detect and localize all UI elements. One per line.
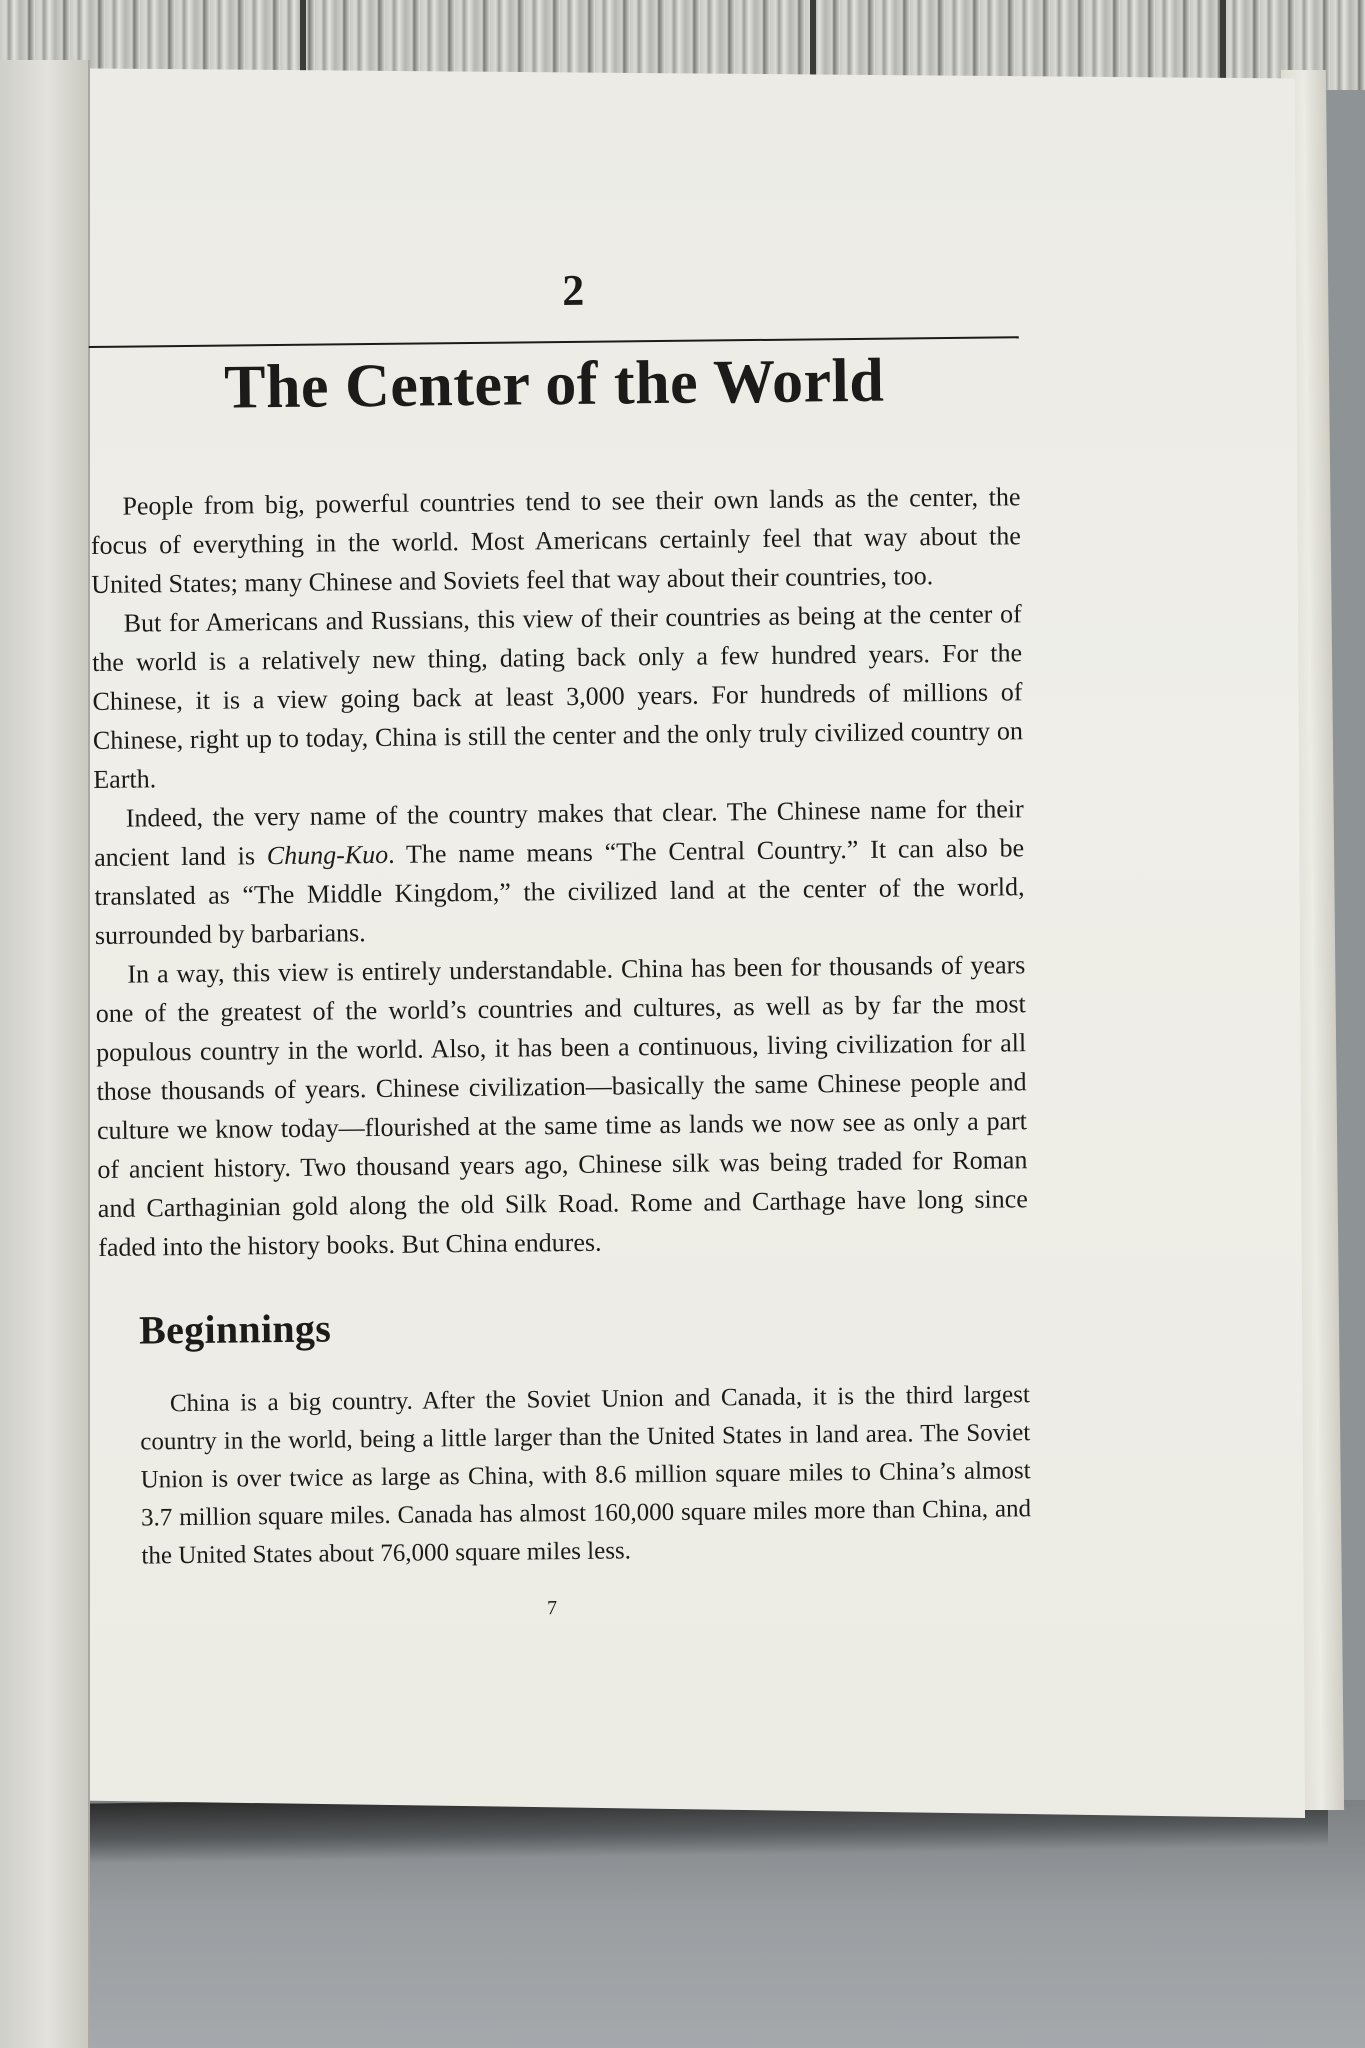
paragraph [94,789,1026,955]
page-number: 7 [546,1597,558,1620]
paragraph: China is a big country. After the Soviet Union and Canada, it is the third largest country in the world, being a little larger than the United States in land area. The Soviet Union is over twice as large as China, with 8.6 million square miles to China’s almost 3.7 million square miles. Canada has almost 160,000 square miles more than China, and the United States about 76,000 square miles less. [140,1381,1032,1570]
paragraph-text: Indeed, the very name of the country makes that clear. The Chinese name for their ancient land is [94,794,1024,872]
paragraph: People from big, powerful countries tend to see their own lands as the center, the focus of everything in the world. Most Americans certainly feel that way about the United States; many Chinese and Soviets feel that way about their countries, too. [90,482,1021,599]
wood-seam [1220,0,1226,90]
paragraph: In a way, this view is entirely understandable. China has been for thousands of years one of the greatest of the world’s countries and cultures, as well as by far the most populous country in the world. Also, it has been a continuous, living civilization for all those thousands of years. Chinese civilization—basically the same Chinese people and culture we know today—flourished at the same time as lands we now see as only a part of ancient history. Two thousand years ago, Chinese silk was being traded for Roman and Carthaginian gold along the old Silk Road. Rome and Carthage have long since faded into the history books. But China endures. [95,950,1028,1262]
page-content [88,260,1042,1625]
section-heading: Beginnings [138,1305,332,1353]
chapter-title: The Center of the World [223,346,885,422]
paragraph-text: . The name means “The Central Country.” It can also be translated as “The Middle Kingdom,” the civilized land at the center of the world, surrounded by barbarians. [94,833,1025,950]
left-page-edge [0,60,90,2048]
italic-term: Chung-Kuo [266,839,389,871]
chapter-number: 2 [561,265,585,316]
paragraph: But for Americans and Russians, this view of their countries as being at the center of the world is a relatively new thing, dating back only a few hundred years. For the Chinese, it is a view going back at least 3,000 years. For hundreds of millions of Chinese, right up to today, China is still the center and the only truly civilized country on Earth. [91,599,1024,794]
section-body [140,1376,1032,1575]
chapter-body [90,477,1028,1267]
